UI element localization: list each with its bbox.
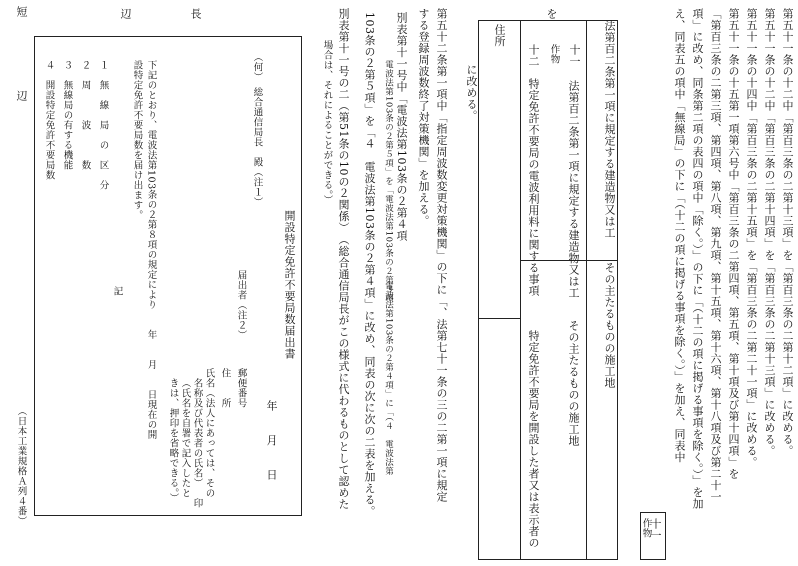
amend-line-3: 第五十一条の十四中「第百三条の二第十五項」を「第百三条の二第二十一項」に改める。 bbox=[745, 8, 758, 468]
form-item-3: ３ 無線局の有する機能 bbox=[61, 60, 73, 170]
label-tan: 短 bbox=[15, 6, 28, 18]
label-hen: 辺 bbox=[119, 8, 132, 20]
form-to: （何） 総合通信局長 殿（注１） bbox=[251, 52, 263, 208]
para-5: 別表第十一号の二（第51条の10の２関係） （総合通信局長がこの様式に代わるものとして認めた bbox=[337, 8, 350, 510]
form-ki: 記 bbox=[111, 286, 123, 296]
form-name-3: （氏名を自署で記入したと bbox=[179, 378, 191, 498]
form-item-4: ４ 開設特定免許不要局数 bbox=[43, 60, 55, 180]
row-text-top: 法第百二条第一項に規定する建造物又は工 bbox=[603, 20, 616, 239]
row12-right-2: 住所 bbox=[493, 24, 506, 47]
amend-line-4: 第五十一条の十五第一項第六号中「第百三条の二第四項、第五項、第十項及び第十四項」を bbox=[727, 8, 740, 480]
form-name-4: きは、押印を省略できる。） bbox=[167, 378, 179, 504]
para-3c: 電波法第103条の２第４項」に「（４ 電波法第 bbox=[383, 282, 394, 476]
amend-line-2: 第五十一条の十二中「第百三条の二第十四項」を「第百三条の二第十三項」に改める。 bbox=[763, 8, 776, 457]
form-item-2: ２ 周 波 数 bbox=[79, 60, 91, 170]
amend-line-1: 第五十一条の十二中「第百三条の二第十三項」を「第百三条の二第十二項」に改める。 bbox=[781, 8, 794, 457]
item-table bbox=[478, 20, 618, 560]
row11-text: 法第百二条第一項に規定する建造物又は工 bbox=[567, 80, 580, 299]
form-item-1: １ 無 線 局 の 区 分 bbox=[97, 60, 109, 190]
aratameru: に改める。 bbox=[465, 64, 478, 122]
wo-particle: を bbox=[545, 8, 558, 20]
form-name-2: 名称及び代表者の氏名） bbox=[191, 378, 203, 488]
row-right-top: その主たるものの施工地 bbox=[603, 262, 616, 389]
row11-num: 十一 bbox=[568, 44, 581, 67]
row12-right-1: 特定免許不要局を開設した者又は表示者の bbox=[527, 330, 540, 549]
form-addr: 住 所 bbox=[219, 368, 231, 408]
form-date: 年 月 日 bbox=[265, 400, 278, 481]
label-tanhen: 辺 bbox=[15, 90, 28, 102]
form-seal: 印 bbox=[191, 498, 203, 508]
row11-right: その主たるものの施工地 bbox=[567, 320, 580, 447]
para-4: 103条の２第５項」を「４ 電波法第103条の２第４項」に改め、同表の次に次の二表を加える。 bbox=[363, 12, 376, 517]
small-item-num: 十一 bbox=[649, 518, 662, 541]
amend-line-7: え、同表五の項中「無線局」の下に「（十二の項に掲げる事項を除く。）」を加え、同表中 bbox=[673, 8, 686, 463]
para-2: する登録周波数終了対策機関」を加える。 bbox=[417, 8, 430, 227]
para-3b: 電波法第103条の２第５項」を「電波法第103条の２第３項 bbox=[383, 60, 394, 303]
para-3a: 別表第十一号中「電波法第103条の２第４項 bbox=[395, 12, 408, 242]
form-name-1: 氏名（法人にあっては、その bbox=[203, 368, 215, 498]
para-6: 場合は、それによることができる。） bbox=[321, 40, 333, 206]
row11-sub: 作物 bbox=[548, 44, 560, 64]
amend-line-6: 項」に改め、同条第二項の表四の項中「除く。）」の下に「（十二の項に掲げる事項を除く。）」を加 bbox=[691, 8, 704, 510]
form-body-2: 設特定免許不要局数を届け出ます。 bbox=[131, 60, 143, 220]
row12-text: 特定免許不要局の電波利用料に関する事項 bbox=[527, 78, 540, 297]
form-body-1: 下記のとおり、電波法第103条の２第８項の規定により 年 月 日現在の開 bbox=[145, 60, 157, 440]
row12-num: 十二 bbox=[527, 44, 540, 67]
label-jis: （日本工業規格Ａ列４番） bbox=[15, 406, 27, 526]
para-1: 第五十二条第一項中「指定周波数変更対策機関」の下に「、法第七十一条の三の二第一項に規定 bbox=[435, 8, 448, 503]
amend-line-5: 「第百三条の二第三項、第四項、第八項、第九項、第十五項、第十六項、第十八項及び第二十一 bbox=[709, 8, 722, 503]
form-zip: 郵便番号 bbox=[235, 368, 247, 408]
small-item-sub: 作物 bbox=[640, 518, 652, 538]
form-applicant: 届出者（注２） bbox=[235, 270, 247, 340]
form-title: 開設特定免許不要局数届出書 bbox=[283, 210, 296, 360]
label-cho: 長 bbox=[189, 8, 202, 20]
